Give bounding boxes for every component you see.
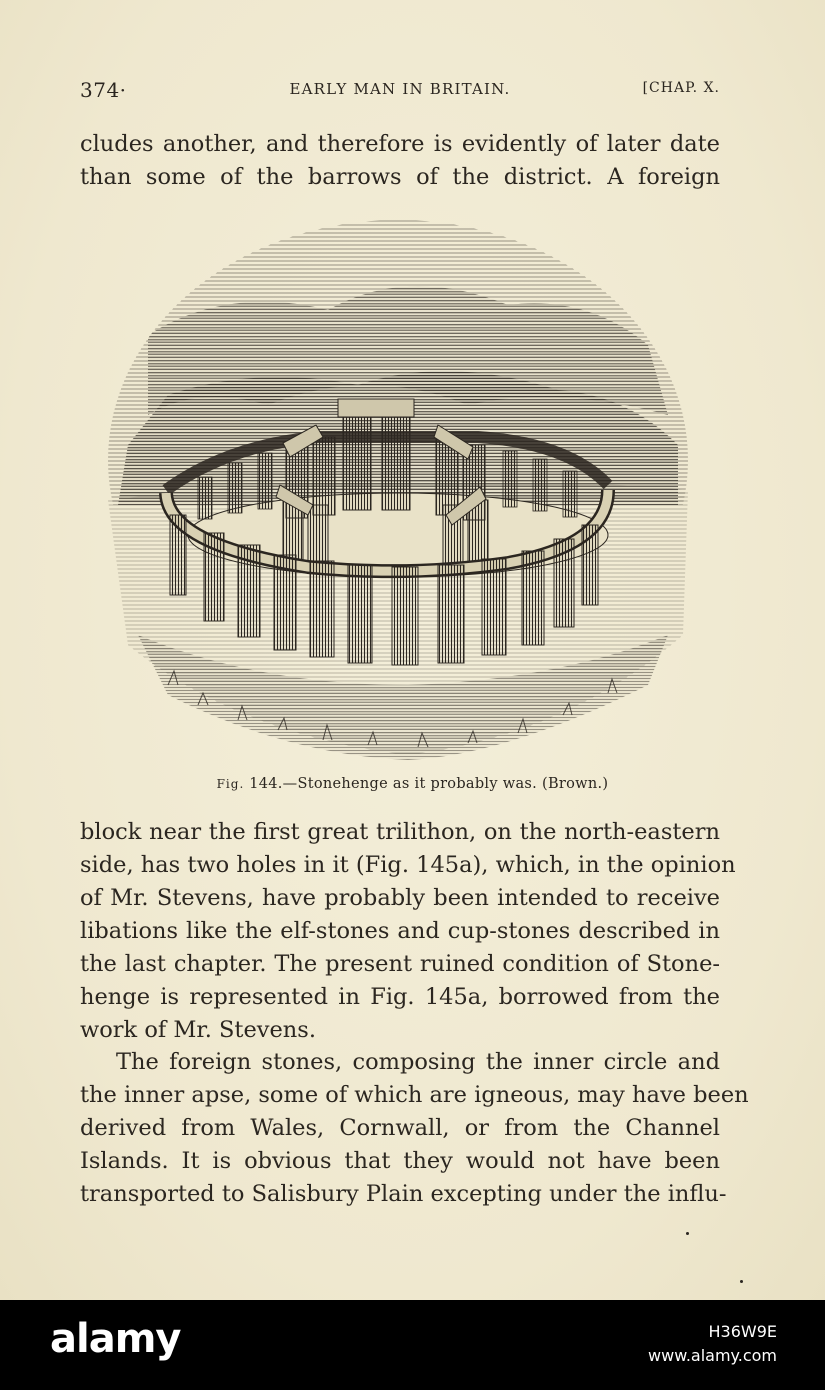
- text-line: derived from Wales, Cornwall, or from the Channel: [80, 1115, 720, 1141]
- stonehenge-engraving: [108, 215, 688, 770]
- paragraph-block-stone: [80, 816, 736, 1047]
- site-url: www.alamy.com: [648, 1346, 777, 1365]
- alamy-logo: alamy: [50, 1316, 181, 1362]
- figure-caption: [0, 776, 825, 792]
- page-number: 374·: [80, 78, 127, 102]
- text-line: block near the first great trilithon, on the north-eastern: [80, 819, 720, 845]
- ink-speck: [686, 1232, 689, 1235]
- text-line: transported to Salisbury Plain excepting under the influ-: [80, 1181, 727, 1207]
- ink-speck: [740, 1280, 743, 1283]
- text-line: the inner apse, some of which are igneous, may have been: [80, 1082, 749, 1108]
- text-line: henge is represented in Fig. 145a, borrowed from the: [80, 984, 720, 1010]
- figure-label: Fig.: [216, 777, 245, 791]
- chapter-marker: [CHAP. X.: [642, 80, 720, 96]
- text-line: The foreign stones, composing the inner circle and: [116, 1049, 720, 1075]
- text-line: libations like the elf-stones and cup-stones described in: [80, 918, 720, 944]
- image-id: H36W9E: [708, 1322, 777, 1341]
- text-line: cludes another, and therefore is evidently of later date: [80, 131, 720, 157]
- figure-caption-text: 144.—Stonehenge as it probably was. (Brown.): [244, 776, 609, 792]
- text-line: side, has two holes in it (Fig. 145a), which, in the opinion: [80, 852, 736, 878]
- text-line: the last chapter. The present ruined condition of Stone-: [80, 951, 720, 977]
- stock-watermark-bar: [0, 1300, 825, 1390]
- paragraph-foreign-stones: [80, 1046, 749, 1211]
- running-title: EARLY MAN IN BRITAIN.: [289, 80, 511, 98]
- running-header: [80, 78, 720, 104]
- text-line: Islands. It is obvious that they would not have been: [80, 1148, 720, 1174]
- text-line: work of Mr. Stevens.: [80, 1017, 316, 1043]
- paragraph-continued: [80, 128, 720, 194]
- text-line: of Mr. Stevens, have probably been intended to receive: [80, 885, 720, 911]
- text-line: than some of the barrows of the district. A foreign: [80, 164, 720, 190]
